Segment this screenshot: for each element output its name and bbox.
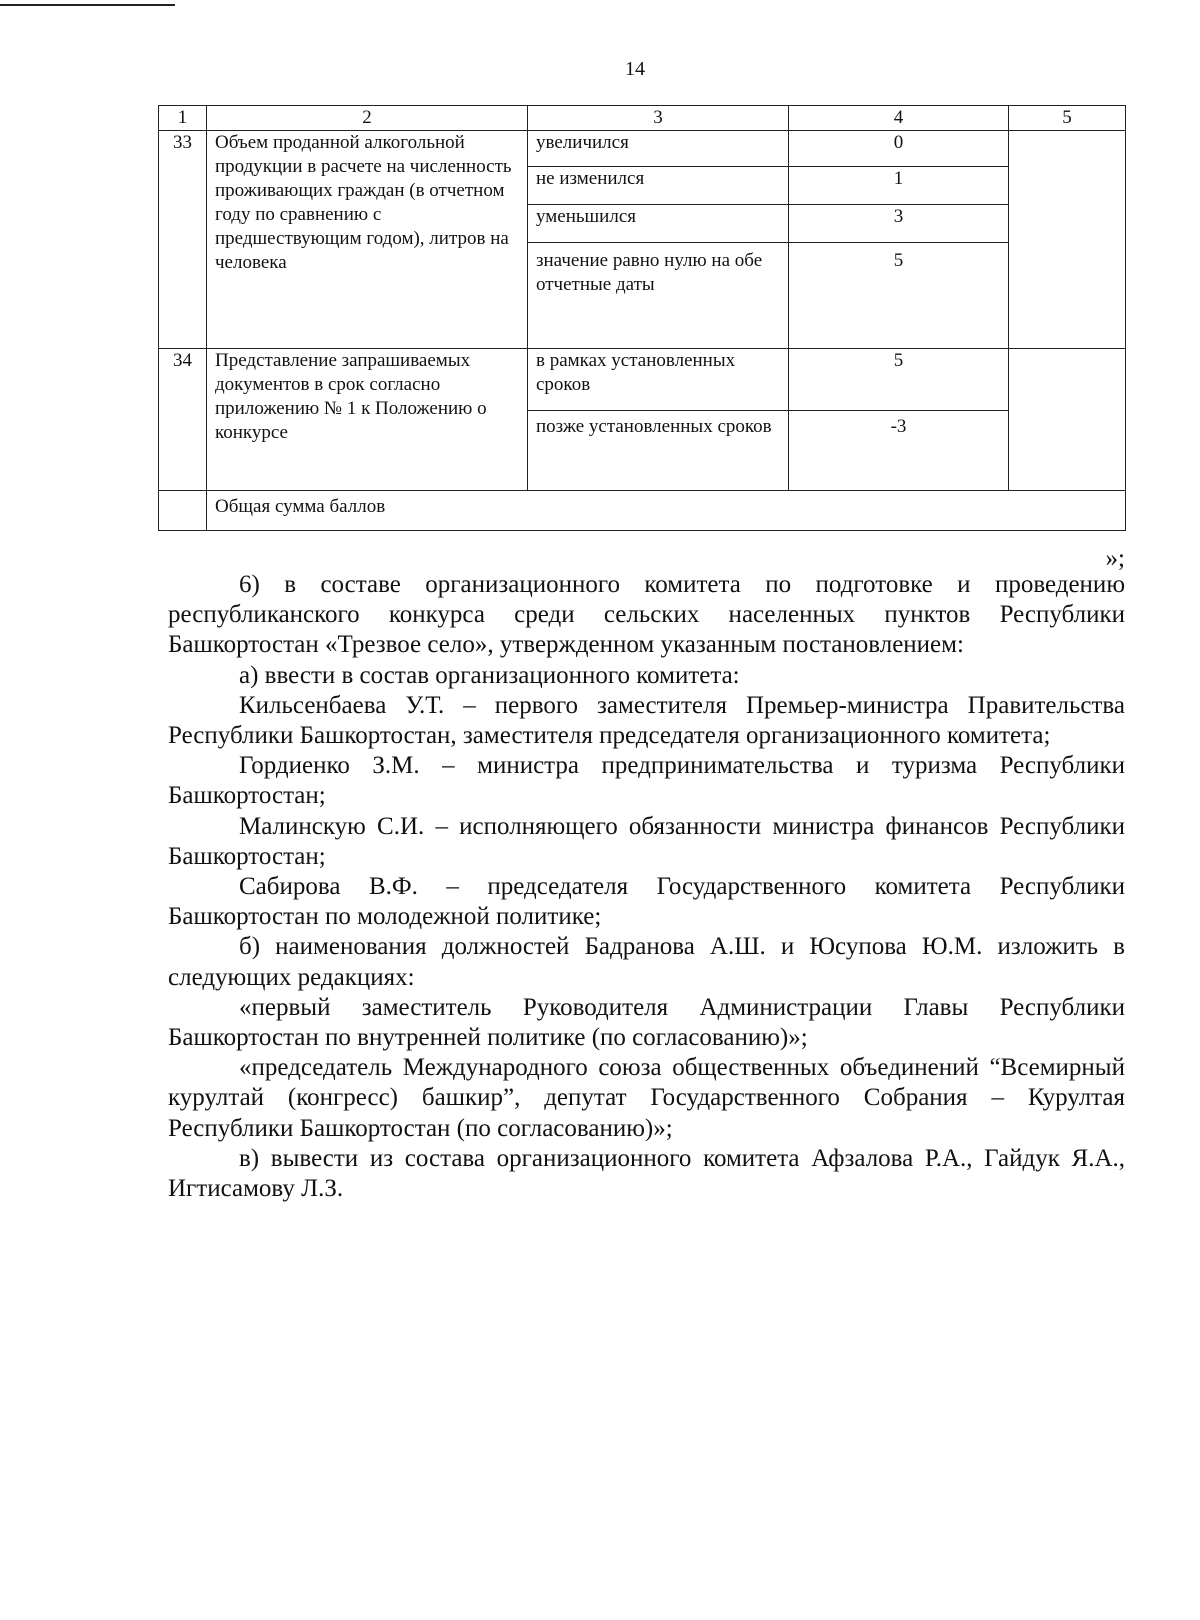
empty-cell [159,491,207,531]
option-label: в рамках установленных сроков [528,349,789,411]
criterion-cell: Объем проданной алкогольной продукции в расчете на численность проживающих граждан (в отчетном году по сравнению с предшествующим годом), литров на человека [207,131,528,349]
option-score: 5 [789,243,1009,349]
option-score: 5 [789,349,1009,411]
table-row [159,349,1126,411]
paragraph: а) ввести в состав организационного комитета: [239,661,740,689]
paragraph: Кильсенбаева У.Т. – первого заместителя Премьер-министра Правительства Республики Башкортостан, заместителя председателя организационного комитета; [168,691,1125,750]
option-label: значение равно нулю на обе отчетные даты [528,243,789,349]
closing-quote: »; [1105,545,1125,572]
paragraph: б) наименования должностей Бадранова А.Ш. и Юсупова Ю.М. изложить в следующих редакциях: [168,933,1125,991]
empty-cell [1009,131,1126,349]
total-row [159,491,1126,531]
top-left-rule [0,4,175,6]
option-score: 1 [789,167,1009,205]
option-label: позже установленных сроков [528,411,789,491]
table-header-cell: 1 [159,106,207,131]
table-header-row [159,106,1126,131]
paragraph: 6) в составе организационного комитета по подготовке и проведению республиканского конкурса среди сельских населенных пунктов Республики Башкортостан «Трезвое село», утвержденном указанным постановлением: [168,571,1125,659]
table-header-cell: 3 [528,106,789,131]
paragraph: «председатель Международного союза общественных объединений “Всемирный курултай (конгресс) башкир”, депутат Государственного Собрания – Курултая Республики Башкортостан (по согласованию)»; [168,1054,1125,1142]
score-table [158,105,1126,531]
table-row [159,131,1126,167]
row-number: 33 [159,131,207,349]
table-header-cell: 4 [789,106,1009,131]
paragraph: в) вывести из состава организационного комитета Афзалова Р.А., Гайдук Я.А., Игтисамову Л.З. [168,1144,1125,1203]
row-number: 34 [159,349,207,491]
document-body [168,545,1125,1204]
empty-cell [1009,349,1126,491]
table-header-cell: 2 [207,106,528,131]
option-score: 3 [789,205,1009,243]
paragraph: Гордиенко З.М. – министра предпринимательства и туризма Республики Башкортостан; [168,752,1125,810]
option-label: уменьшился [528,205,789,243]
paragraph: Сабирова В.Ф. – председателя Государственного комитета Республики Башкортостан по молодежной политике; [168,873,1125,931]
criterion-cell: Представление запрашиваемых документов в срок согласно приложению № 1 к Положению о конкурсе [207,349,528,491]
option-score: -3 [789,411,1009,491]
table-header-cell: 5 [1009,106,1126,131]
page-number: 14 [625,58,645,80]
option-label: увеличился [528,131,789,167]
option-label: не изменился [528,167,789,205]
paragraph: «первый заместитель Руководителя Администрации Главы Республики Башкортостан по внутренней политике (по согласованию)»; [168,993,1125,1052]
total-label: Общая сумма баллов [207,491,1126,531]
paragraph: Малинскую С.И. – исполняющего обязанности министра финансов Республики Башкортостан; [168,812,1125,870]
option-score: 0 [789,131,1009,167]
